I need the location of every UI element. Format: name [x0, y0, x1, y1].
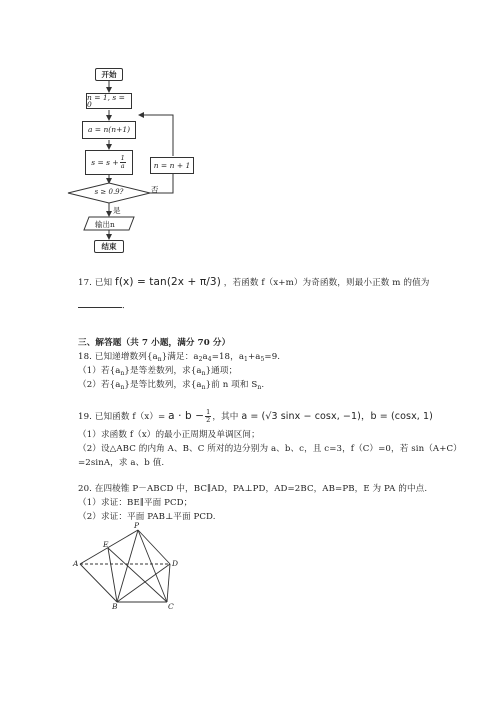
q19-part1: （1）求函数 f（x）的最小正周期及单调区间； — [78, 430, 260, 440]
end-label: 结束 — [101, 241, 117, 251]
output-label: 输出n — [95, 220, 115, 229]
q18-stem-c: a — [202, 352, 208, 362]
condition-label: s ≥ 0.9? — [94, 188, 124, 196]
q18-part2-sub-b: n — [201, 384, 206, 391]
start-box — [95, 68, 123, 81]
assign-a-label: a = n(n+1) — [87, 125, 131, 135]
q18-part2-b: }是等比数列，求{a — [124, 380, 202, 390]
q18-sub-n1: n — [157, 356, 162, 363]
q18-part1 — [78, 366, 237, 379]
q19-frac-den: 2 — [206, 416, 211, 424]
start-label: 开始 — [101, 69, 117, 79]
q17-prefix: 17. 已知 — [78, 278, 113, 288]
q18-stem-f: =9. — [264, 352, 281, 362]
q17-tail: ． — [122, 301, 131, 311]
q19-formula1: a · b − — [168, 410, 205, 422]
q19-prefix: 19. 已知函数 f（x）= — [78, 412, 166, 422]
q18-stem — [78, 352, 280, 365]
q20-part2: （2）求证：平面 PAB⊥平面 PCD. — [78, 512, 216, 522]
q18-part2-a: （2）若{a — [78, 380, 121, 390]
end-box — [94, 240, 124, 253]
label-B: B — [112, 602, 118, 611]
update-s-fraction — [120, 155, 126, 170]
q18-sub-2: 2 — [198, 356, 203, 363]
q20-stem: 20. 在四棱锥 P－ABCD 中，BC∥AD，PA⊥PD，AD=2BC，AB=PB，E 为 PA 的中点. — [78, 484, 428, 494]
q19-formula2: a = (√3 sinx − cosx, −1)，b = (cosx, 1) — [241, 411, 433, 422]
q18-part2-d: . — [261, 380, 265, 390]
q18-part1-b: }是等差数列，求{a — [124, 366, 202, 376]
q18-part1-sub-a: n — [120, 370, 125, 377]
label-P: P — [134, 521, 140, 530]
flowchart-arrows — [0, 0, 500, 270]
q19-frac-num: 1 — [206, 408, 211, 416]
q18-stem-d: =18，a — [211, 352, 245, 362]
update-s-denominator: a — [120, 162, 125, 170]
q18-part2-sub-a: n — [120, 384, 125, 391]
q17-text: ，若函数 f（x+m）为奇函数，则最小正数 m 的值为 — [223, 278, 430, 288]
q19-fraction — [205, 409, 211, 424]
q18-part1-sub-b: n — [201, 370, 206, 377]
q19-part2: （2）设△ABC 的内角 A、B、C 所对的边分别为 a、b、c，且 c=3，f（C）=0，若 sin（A+C） — [78, 444, 462, 454]
no-label: 否 — [151, 185, 159, 194]
init-box — [86, 93, 132, 109]
q17-answer-line — [78, 299, 131, 312]
q18-stem-b: }满足：a — [161, 352, 199, 362]
q18-part2 — [78, 380, 264, 393]
q17-formula: f(x) = tan(2x + π/3) — [115, 276, 221, 288]
q18-part2-sub-c: n — [257, 384, 262, 391]
q18-part2-c: }前 n 项和 S — [205, 380, 258, 390]
q18-part1-a: （1）若{a — [78, 366, 121, 376]
label-A: A — [73, 559, 79, 568]
increment-box — [150, 157, 194, 174]
q17-answer-blank — [78, 299, 122, 308]
init-label: n = 1, s = 0 — [87, 92, 125, 109]
yes-label: 是 — [113, 206, 121, 215]
q18-stem-e: +a — [247, 352, 261, 362]
q19-stem — [78, 409, 433, 424]
label-C: C — [168, 602, 174, 611]
q18-sub-5: 5 — [260, 356, 265, 363]
q18-sub-4: 4 — [207, 356, 212, 363]
assign-a-box — [82, 121, 136, 139]
q17-line — [78, 277, 429, 289]
q18-part1-c: }通项； — [205, 366, 238, 376]
q18-sub-1: 1 — [244, 356, 248, 363]
increment-label: n = n + 1 — [153, 160, 191, 170]
update-s-prefix: s = s + — [91, 157, 119, 167]
q20-part1: （1）求证：BE∥平面 PCD； — [78, 498, 193, 508]
label-D: D — [172, 559, 179, 568]
update-s-box — [85, 150, 133, 175]
q19-middle: ，其中 — [212, 412, 239, 422]
section3-heading: 三、解答题（共 7 小题，满分 70 分） — [78, 338, 231, 348]
update-s-numerator: 1 — [120, 154, 125, 162]
q19-part2b: =2sinA，求 a、b 值. — [78, 458, 165, 468]
label-E: E — [103, 540, 109, 549]
q18-stem-a: 18. 已知递增数列{a — [78, 352, 158, 362]
